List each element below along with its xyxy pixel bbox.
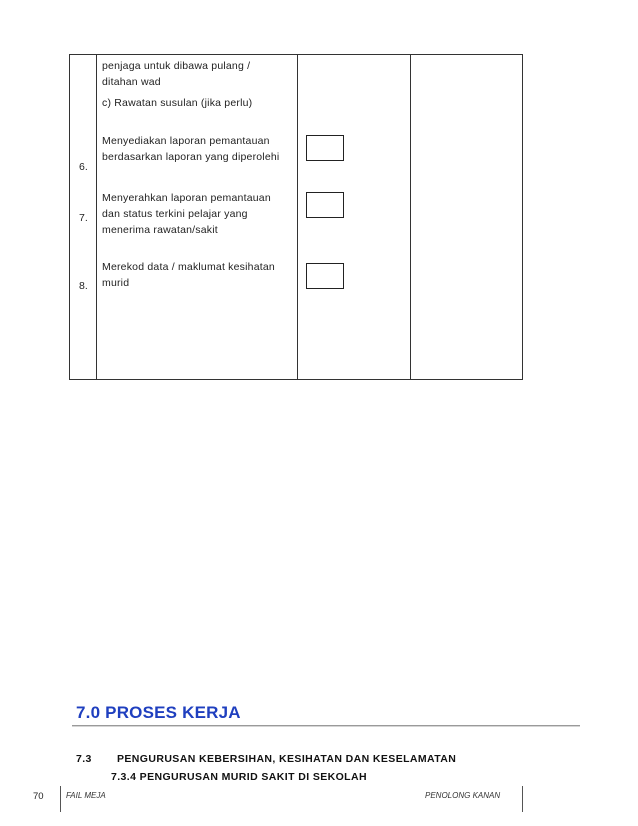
footer-right-text: PENOLONG KANAN [425,791,501,800]
row-number: 8. [79,280,88,292]
status-checkbox[interactable] [306,192,344,218]
table-row [102,259,275,291]
row-text-line: murid [102,277,130,289]
status-checkbox[interactable] [306,135,344,161]
table-column-divider [297,55,298,379]
row-text-line: Menyediakan laporan pemantauan [102,135,270,147]
procedure-table [69,54,523,380]
page-number: 70 [33,791,44,802]
row-text-line: menerima rawatan/sakit [102,224,218,236]
row-text-line: dan status terkini pelajar yang [102,208,248,220]
section-title: 7.0 PROSES KERJA [76,703,241,722]
table-row [102,58,250,90]
table-row [102,95,252,111]
section-divider [72,725,580,727]
row-text-line: berdasarkan laporan yang diperolehi [102,151,280,163]
subsubheading: 7.3.4 PENGURUSAN MURID SAKIT DI SEKOLAH [111,771,367,783]
row-number: 7. [79,212,88,224]
footer-left-text: FAIL MEJA [66,791,106,800]
table-row [102,133,279,165]
table-column-divider [410,55,411,379]
status-checkbox[interactable] [306,263,344,289]
row-text-line: ditahan wad [102,76,161,88]
row-number: 6. [79,161,88,173]
table-row [102,190,271,238]
table-column-divider [96,55,97,379]
row-text-line: Merekod data / maklumat kesihatan [102,261,275,273]
row-text-line: Menyerahkan laporan pemantauan [102,192,271,204]
subheading-number: 7.3 [76,753,92,765]
row-text-line: penjaga untuk dibawa pulang / [102,60,251,72]
row-text-line: c) Rawatan susulan (jika perlu) [102,97,253,109]
footer-divider [522,786,523,812]
footer-divider [60,786,61,812]
subheading: PENGURUSAN KEBERSIHAN, KESIHATAN DAN KESELAMATAN [117,753,457,765]
